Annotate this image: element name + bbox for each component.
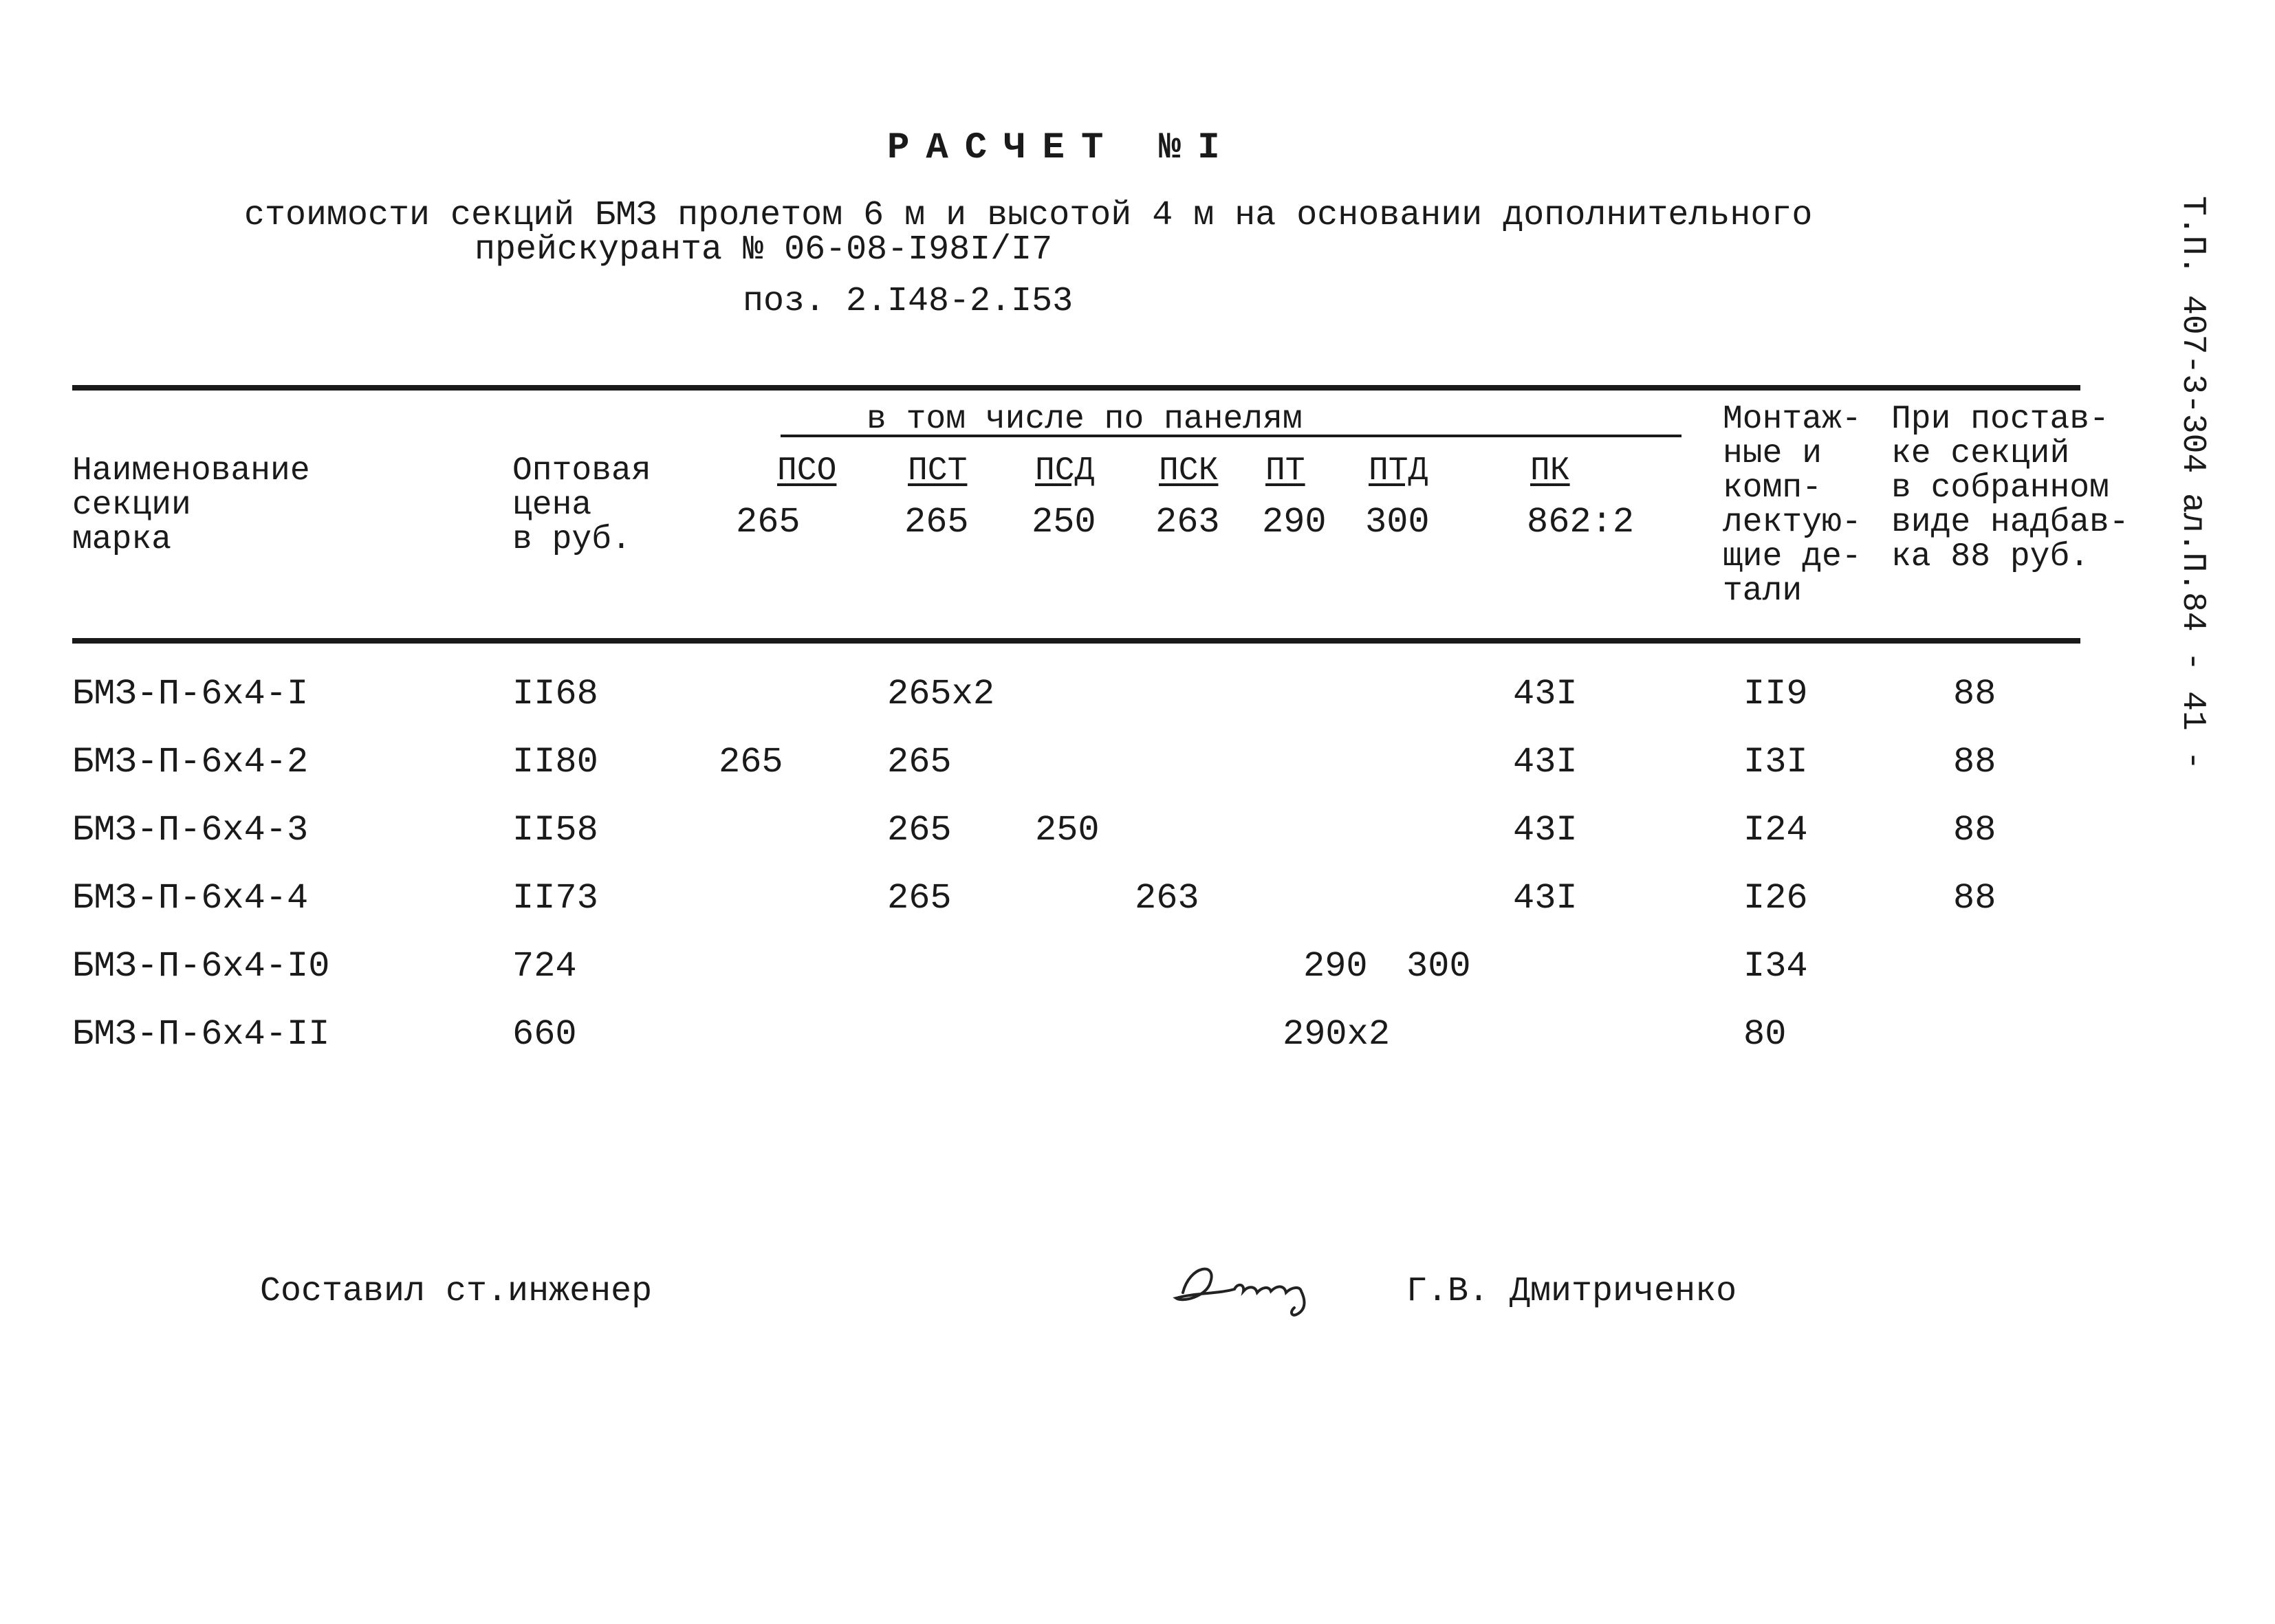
cell-name: БМЗ-П-6х4-3: [72, 810, 309, 851]
header-panels-group: в том числе по панелям: [867, 401, 1303, 438]
cell-price: II58: [512, 810, 598, 851]
page-title: РАСЧЕТ №I: [887, 127, 1237, 169]
panel-code: ПТ: [1265, 452, 1305, 490]
cell-pst: 265: [887, 878, 952, 919]
compiled-by-label: Составил ст.инженер: [260, 1272, 653, 1311]
cell-ptd: 300: [1406, 946, 1471, 987]
cell-pst: 265: [887, 742, 952, 782]
cell-mount: II9: [1743, 674, 1808, 714]
signature: [1169, 1251, 1341, 1320]
cell-mount: I3I: [1743, 742, 1808, 782]
panel-unit-price: 290: [1262, 502, 1327, 542]
cell-pst: 265: [887, 810, 952, 851]
header-bottom-rule: [72, 638, 2080, 644]
cell-price: II80: [512, 742, 598, 782]
header-section-name: Наименование секции марка: [72, 452, 310, 558]
cell-assembled: 88: [1953, 878, 1996, 919]
position-reference: поз. 2.I48-2.I53: [743, 282, 1074, 321]
cell-mount: I34: [1743, 946, 1808, 987]
header-assembled-surcharge: При постав- ке секций в собранном виде надбав- ка 88 руб.: [1891, 401, 2129, 575]
cell-mount: I26: [1743, 878, 1808, 919]
subtitle-line-1: стоимости секций БМЗ пролетом 6 м и высотой 4 м на основании дополнительного: [244, 196, 1813, 235]
cell-price: 660: [512, 1014, 577, 1055]
cell-pk: 43I: [1513, 810, 1578, 851]
panel-code: ПСТ: [908, 452, 968, 490]
cell-psd: 250: [1035, 810, 1100, 851]
header-wholesale-price: Оптовая цена в руб.: [512, 452, 651, 558]
cell-assembled: 88: [1953, 810, 1996, 851]
cell-price: II68: [512, 674, 598, 714]
cell-pt: 290х2: [1283, 1014, 1391, 1055]
cell-price: II73: [512, 878, 598, 919]
panel-unit-price: 250: [1032, 502, 1096, 542]
panel-unit-price: 300: [1365, 502, 1430, 542]
cell-pso: 265: [719, 742, 783, 782]
table-top-rule: [72, 385, 2080, 391]
side-stamp: Т.П. 407-3-304 ал.П.84 - 41 -: [2174, 196, 2211, 771]
cell-assembled: 88: [1953, 742, 1996, 782]
panel-code: ПСК: [1159, 452, 1219, 490]
panel-unit-price: 862:2: [1527, 502, 1635, 542]
panel-unit-price: 265: [904, 502, 969, 542]
cell-pk: 43I: [1513, 674, 1578, 714]
cell-name: БМЗ-П-6х4-4: [72, 878, 309, 919]
subtitle-line-2: прейскуранта № 06-08-I98I/I7: [475, 230, 1053, 270]
panel-code: ПК: [1530, 452, 1570, 490]
cell-psk: 263: [1135, 878, 1199, 919]
header-mounting-parts: Монтаж- ные и комп- лектую- щие де- тали: [1723, 401, 1862, 610]
cell-pt: 290: [1303, 946, 1368, 987]
cell-name: БМЗ-П-6х4-I: [72, 674, 309, 714]
panel-unit-price: 265: [736, 502, 801, 542]
panel-code: ПСО: [777, 452, 837, 490]
cell-pk: 43I: [1513, 878, 1578, 919]
cell-pk: 43I: [1513, 742, 1578, 782]
cell-mount: I24: [1743, 810, 1808, 851]
cell-mount: 80: [1743, 1014, 1787, 1055]
cell-name: БМЗ-П-6х4-2: [72, 742, 309, 782]
panel-code: ПСД: [1035, 452, 1095, 490]
cell-name: БМЗ-П-6х4-II: [72, 1014, 330, 1055]
cell-pst: 265х2: [887, 674, 995, 714]
panel-code: ПТД: [1369, 452, 1428, 490]
cell-assembled: 88: [1953, 674, 1996, 714]
cell-price: 724: [512, 946, 577, 987]
cell-name: БМЗ-П-6х4-I0: [72, 946, 330, 987]
panel-unit-price: 263: [1155, 502, 1220, 542]
compiler-name: Г.В. Дмитриченко: [1406, 1272, 1737, 1311]
